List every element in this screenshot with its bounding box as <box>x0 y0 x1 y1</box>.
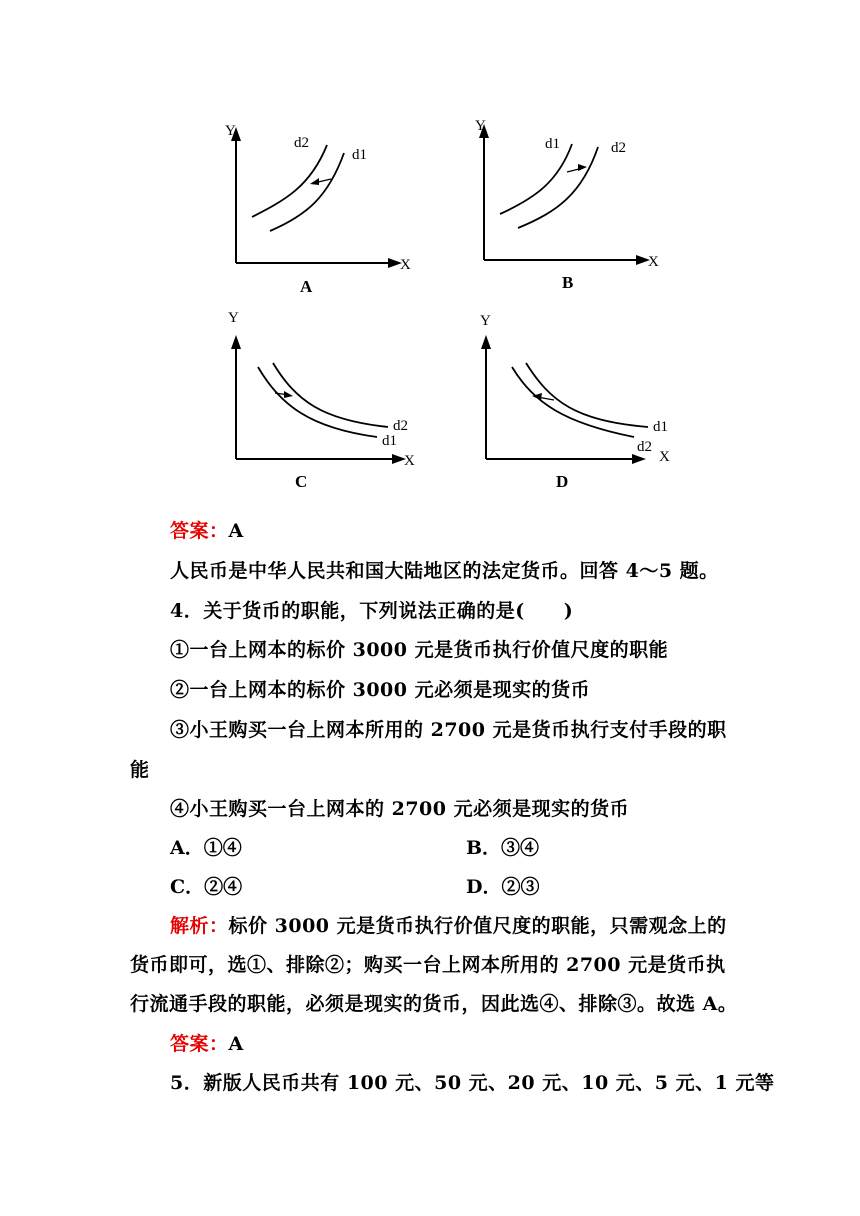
analysis-label: 解析： <box>170 915 229 937</box>
curve-label-d1: d1 <box>653 419 668 435</box>
option-d: D．②③ <box>466 876 540 898</box>
answer-label: 答案： <box>170 1033 229 1055</box>
option-c: C．②④ <box>170 876 243 898</box>
analysis-text-1: 标价 3000 元是货币执行价值尺度的职能，只需观念上的 <box>228 915 727 937</box>
statement-2: ②一台上网本的标价 3000 元必须是现实的货币 <box>170 679 591 701</box>
curve-label-d1: d1 <box>382 433 397 449</box>
curve-label-d1: d1 <box>545 136 560 152</box>
curve-label-d2: d2 <box>611 140 626 156</box>
y-axis-label: Y <box>475 118 486 134</box>
y-axis-label: Y <box>228 310 239 326</box>
question-5-stem: 5．新版人民币共有 100 元、50 元、20 元、10 元、5 元、1 元等 <box>170 1072 775 1094</box>
answer-value: A <box>228 1033 244 1055</box>
graph-c <box>210 305 425 475</box>
figure-caption-d: D <box>556 472 569 491</box>
statement-3: ③小王购买一台上网本所用的 2700 元是货币执行支付手段的职 <box>170 719 727 741</box>
option-a: A．①④ <box>170 837 242 859</box>
statement-4: ④小王购买一台上网本的 2700 元必须是现实的货币 <box>170 798 630 820</box>
x-axis-label: X <box>648 254 659 270</box>
figure-caption-c: C <box>295 472 308 491</box>
intro-text: 人民币是中华人民共和国大陆地区的法定货币。回答 4～5 题。 <box>170 560 719 582</box>
graph-a <box>210 115 420 300</box>
analysis-line-2: 货币即可，选①、排除②；购买一台上网本所用的 2700 元是货币执 <box>130 954 726 976</box>
x-axis-label: X <box>404 453 415 469</box>
curve-label-d2: d2 <box>294 135 309 151</box>
curve-label-d1: d1 <box>352 147 367 163</box>
answer-line <box>170 516 244 543</box>
y-axis-label: Y <box>225 123 236 139</box>
analysis-line-3: 行流通手段的职能，必须是现实的货币，因此选④、排除③。故选 A。 <box>130 993 738 1015</box>
x-axis-label: X <box>400 257 411 273</box>
analysis-line-1 <box>170 911 727 938</box>
figure-caption-b: B <box>562 273 574 292</box>
answer-label: 答案： <box>170 520 229 542</box>
statement-1: ①一台上网本的标价 3000 元是货币执行价值尺度的职能 <box>170 639 669 661</box>
answer-line <box>170 1029 244 1056</box>
curve-label-d2: d2 <box>393 418 408 434</box>
answer-value: A <box>228 520 244 542</box>
graph-b <box>460 112 670 297</box>
figure-caption-a: A <box>300 277 313 296</box>
x-axis-label: X <box>659 449 670 465</box>
graph-d <box>460 305 675 475</box>
question-4-stem: 4．关于货币的职能，下列说法正确的是( ) <box>170 600 574 622</box>
option-b: B．③④ <box>466 837 540 859</box>
statement-3-continued: 能 <box>130 759 150 781</box>
y-axis-label: Y <box>480 313 491 329</box>
curve-label-d2: d2 <box>637 439 652 455</box>
